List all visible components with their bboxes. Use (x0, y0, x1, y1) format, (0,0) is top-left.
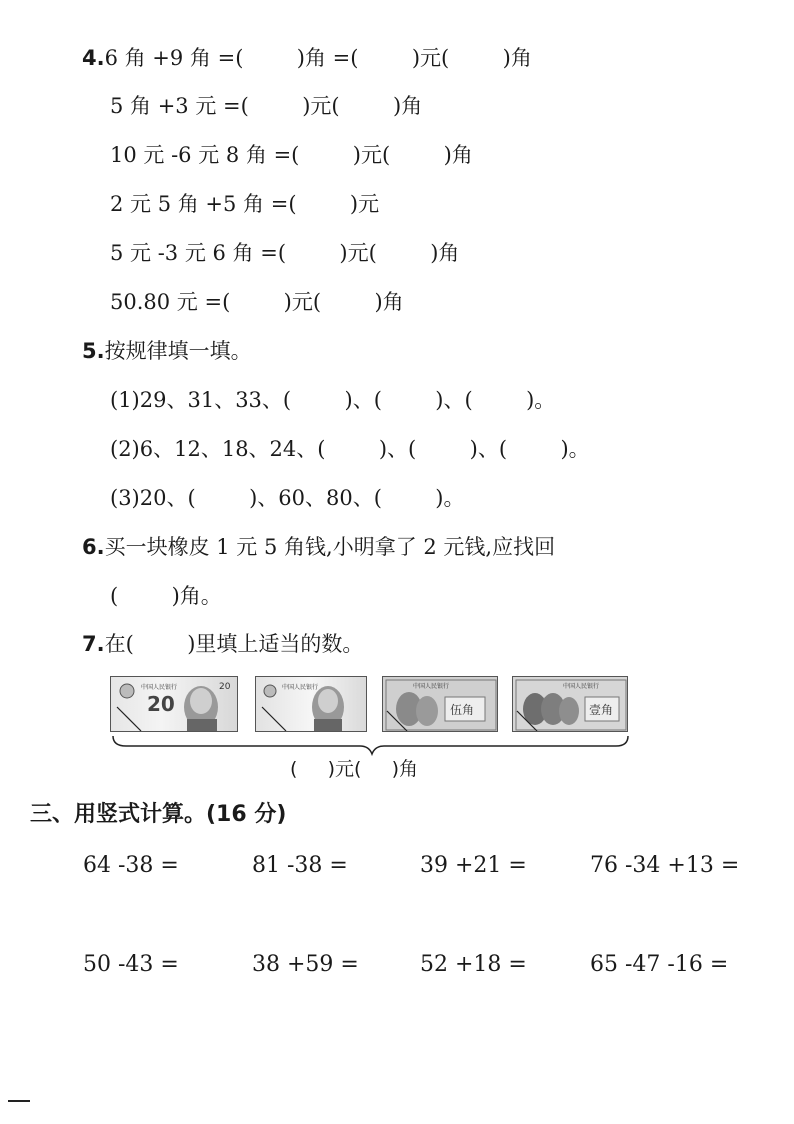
q4-number: 4. (82, 46, 105, 70)
calc-1-4: 76 -34 +13 = (590, 853, 740, 878)
q5-item-3: (3)20、( )、60、80、( )。 (110, 486, 465, 510)
calc-2-3: 52 +18 = (420, 952, 527, 977)
banknote-1-jiao (512, 676, 628, 732)
svg-text:中国人民银行: 中国人民银行 (282, 684, 319, 691)
banknote-5-jiao (382, 676, 498, 732)
svg-text:中国人民银行: 中国人民银行 (413, 683, 450, 690)
q6-line-2: ( )角。 (110, 584, 222, 608)
section-3-title: 三、用竖式计算。(16 分) (30, 802, 287, 827)
calc-2-4: 65 -47 -16 = (590, 952, 729, 977)
calc-1-3: 39 +21 = (420, 853, 527, 878)
q4-line-1 (82, 44, 532, 72)
q7-answer-caption: ( )元( )角 (290, 758, 419, 780)
q5-item-1: (1)29、31、33、( )、( )、( )。 (110, 388, 556, 412)
q7-number: 7. (82, 632, 105, 656)
banknote-1-yuan (255, 676, 367, 732)
banknote-1-yuan-image (256, 677, 367, 732)
banknote-5-jiao-image (383, 677, 498, 732)
q7-title: 在( )里填上适当的数。 (104, 632, 364, 656)
q5-heading (82, 337, 252, 365)
banknote-20-yuan-image (111, 677, 238, 732)
q5-number: 5. (82, 339, 105, 363)
q4-line-4: 2 元 5 角 +5 角 =( )元 (110, 192, 380, 216)
q4-text-1: 6 角 +9 角 =( )角 =( )元( )角 (104, 46, 532, 70)
q6-line-1 (82, 533, 555, 561)
q4-line-2: 5 角 +3 元 =( )元( )角 (110, 94, 423, 118)
svg-text:20: 20 (147, 692, 175, 716)
svg-text:伍角: 伍角 (450, 703, 475, 717)
calc-2-1: 50 -43 = (83, 952, 179, 977)
q4-line-6: 50.80 元 =( )元( )角 (110, 290, 404, 314)
q4-line-3: 10 元 -6 元 8 角 =( )元( )角 (110, 143, 473, 167)
calc-2-2: 38 +59 = (252, 952, 359, 977)
page-corner-dash (8, 1100, 30, 1102)
svg-text:中国人民银行: 中国人民银行 (141, 684, 178, 691)
q6-text: 买一块橡皮 1 元 5 角钱,小明拿了 2 元钱,应找回 (104, 535, 556, 559)
curly-brace (110, 734, 630, 756)
calc-1-2: 81 -38 = (252, 853, 348, 878)
svg-text:中国人民银行: 中国人民银行 (563, 683, 600, 690)
q7-heading (82, 630, 363, 658)
q4-line-5: 5 元 -3 元 6 角 =( )元( )角 (110, 241, 460, 265)
banknote-1-jiao-image (513, 677, 628, 732)
svg-text:20: 20 (219, 682, 231, 692)
calc-1-1: 64 -38 = (83, 853, 179, 878)
q5-item-2: (2)6、12、18、24、( )、( )、( )。 (110, 437, 590, 461)
q5-title: 按规律填一填。 (104, 339, 252, 363)
svg-text:壹角: 壹角 (589, 703, 614, 717)
q6-number: 6. (82, 535, 105, 559)
banknote-20-yuan (110, 676, 238, 732)
